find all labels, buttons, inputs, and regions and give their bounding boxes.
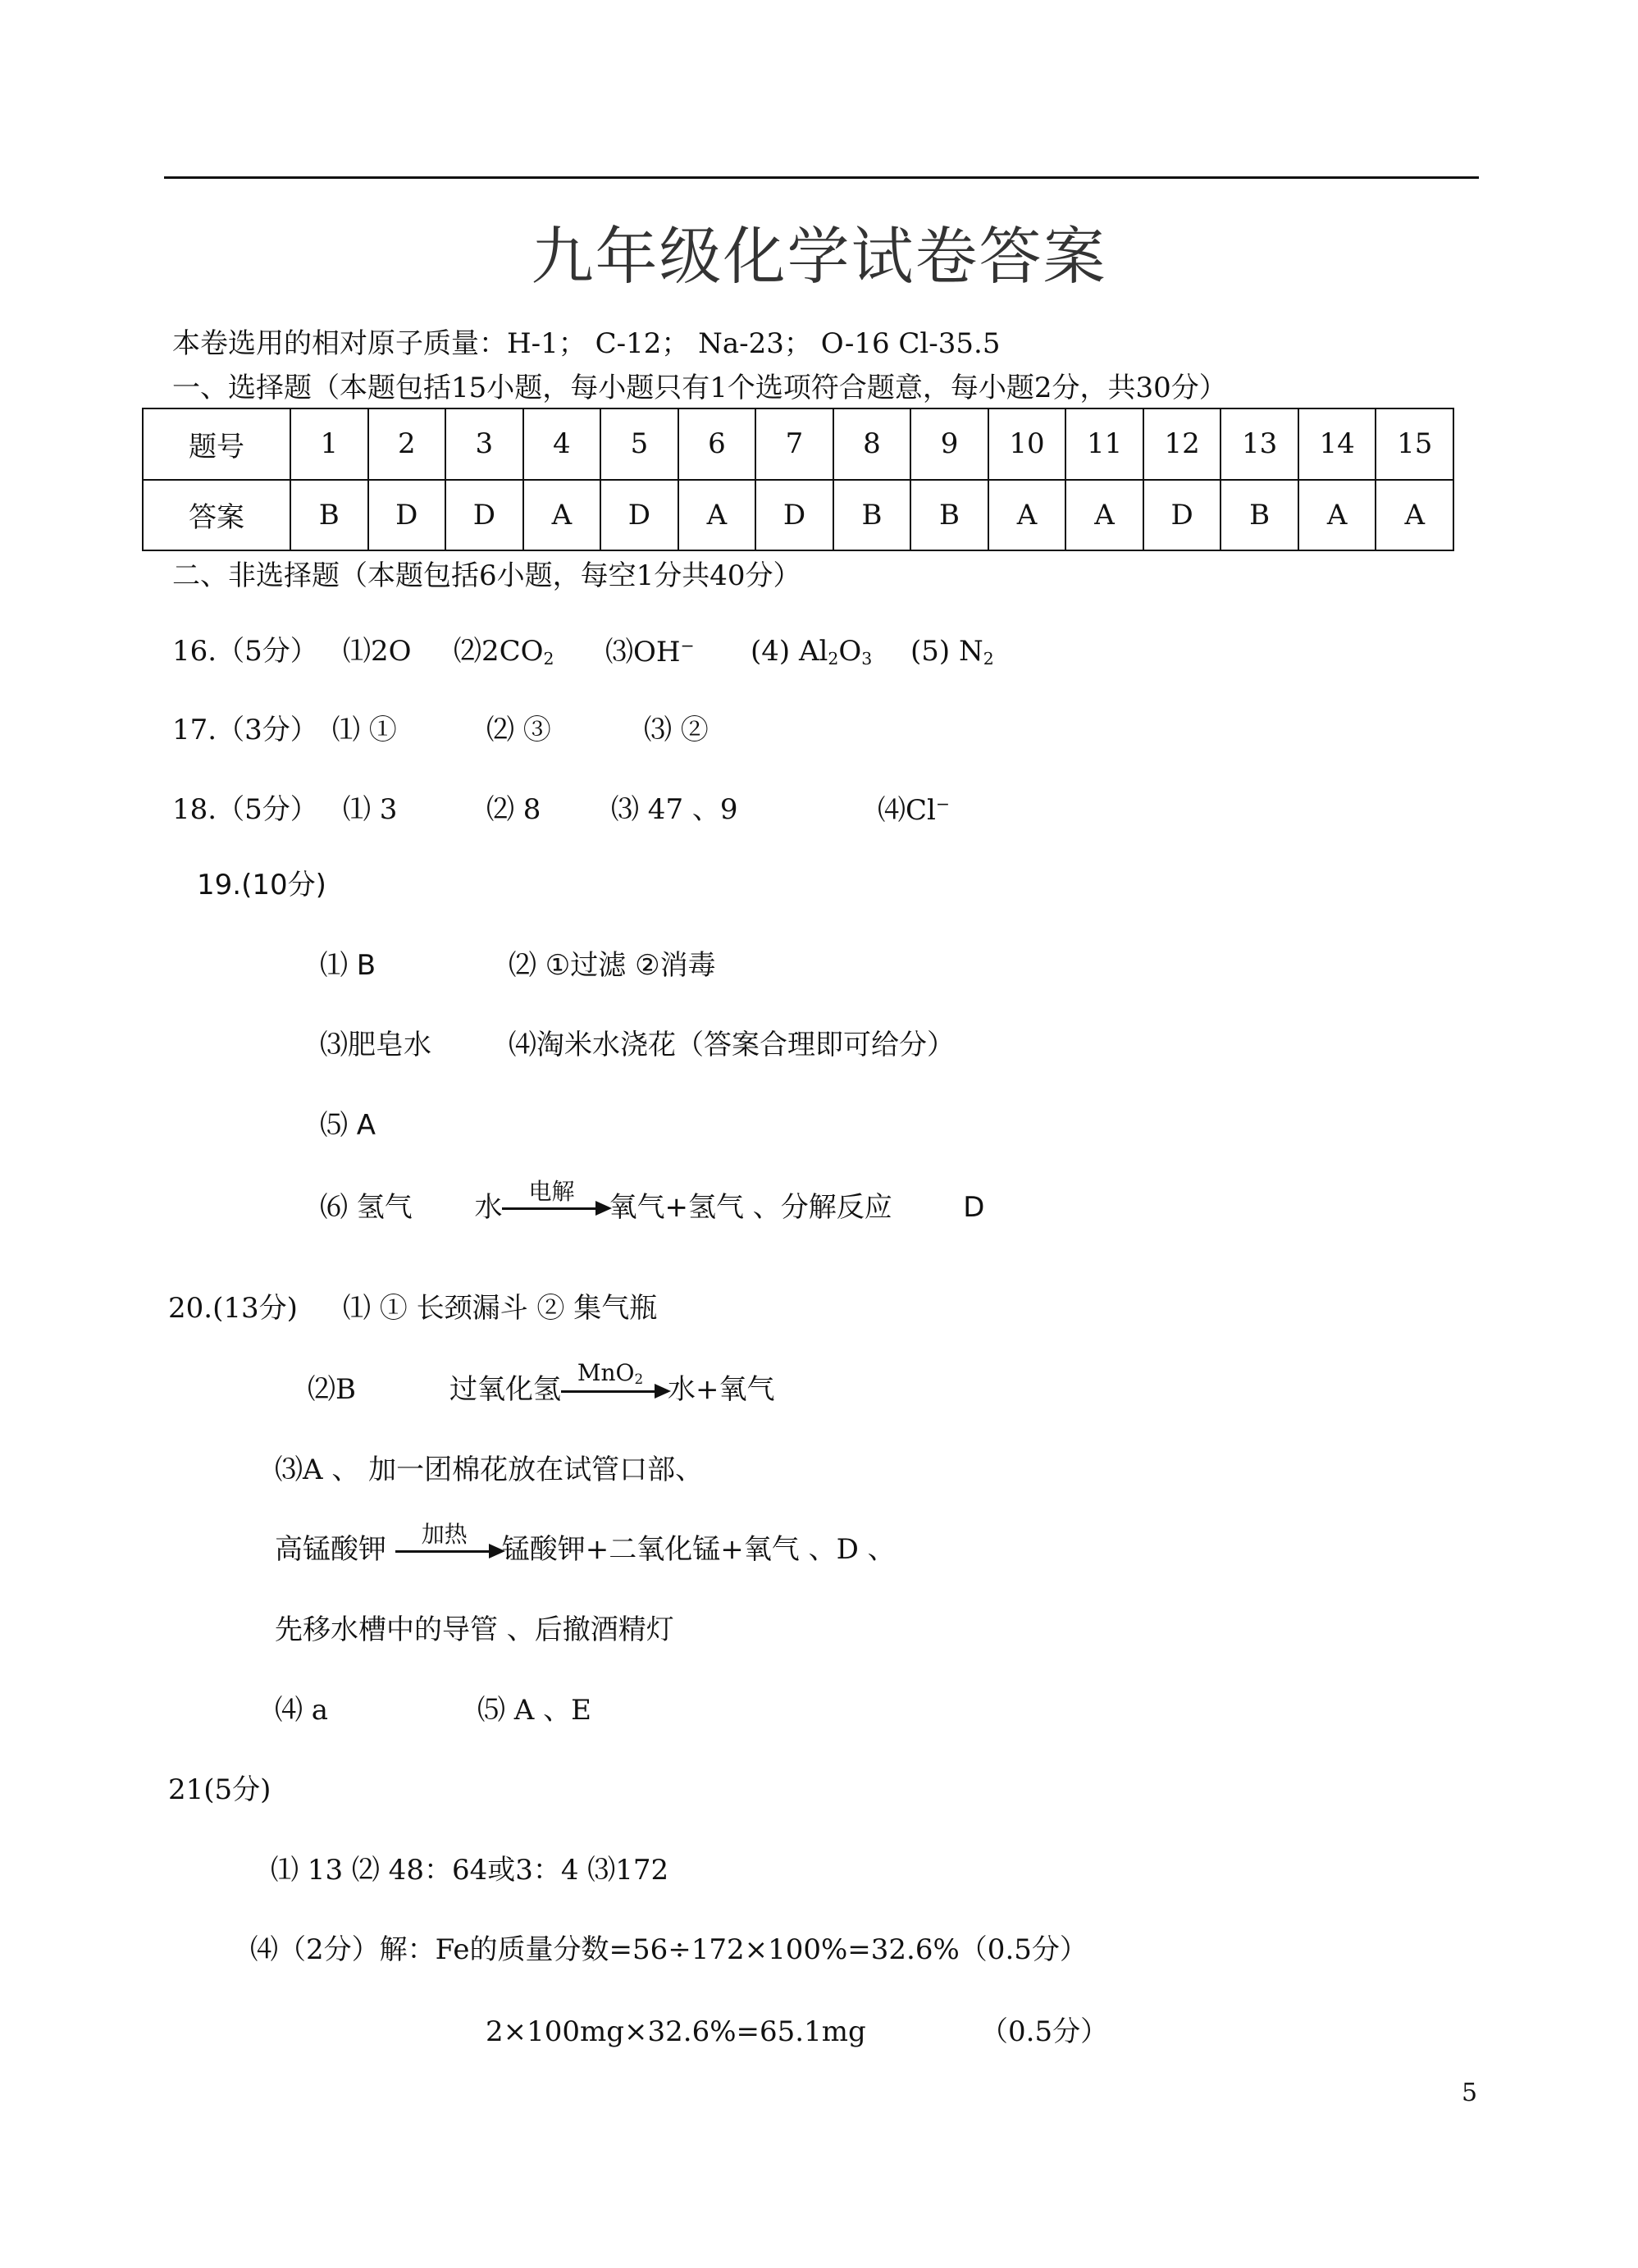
table-cell: A bbox=[1376, 480, 1453, 551]
q18-answer-4: ⑷Cl− bbox=[878, 794, 950, 828]
section-nonchoice-heading: 二、非选择题（本题包括6小题，每空1分共40分） bbox=[172, 559, 801, 592]
table-cell: 9 bbox=[910, 408, 988, 480]
table-cell: 12 bbox=[1143, 408, 1221, 480]
table-cell: A bbox=[988, 480, 1066, 551]
q20-answer-6b: ⑸ A 、E bbox=[477, 1694, 591, 1727]
table-cell: 13 bbox=[1221, 408, 1298, 480]
q17-answer-3: ⑶ ② bbox=[644, 714, 709, 746]
table-cell: D bbox=[368, 480, 446, 551]
table-cell: D bbox=[445, 480, 523, 551]
q20-answer-3: ⑶A 、 加一团棉花放在试管口部、 bbox=[275, 1453, 704, 1486]
q20-answer-6a: ⑷ a bbox=[275, 1694, 329, 1727]
table-cell: 15 bbox=[1376, 408, 1453, 480]
table-cell: D bbox=[600, 480, 678, 551]
table-cell: D bbox=[1143, 480, 1221, 551]
page-title: 九年级化学试卷答案 bbox=[531, 220, 1107, 293]
q16-answer-1: ⑴2O bbox=[343, 635, 412, 668]
table-cell: B bbox=[910, 480, 988, 551]
q21-answer-3: 2×100mg×32.6%=65.1mg bbox=[486, 2015, 866, 2048]
answer-table bbox=[142, 408, 1454, 551]
q17-answer-2: ⑵ ③ bbox=[486, 714, 551, 746]
q19-label: 19.(10分) bbox=[197, 869, 326, 901]
header-rule bbox=[164, 176, 1479, 179]
table-cell: 2 bbox=[368, 408, 446, 480]
section-choice-heading: 一、选择题（本题包括15小题，每小题只有1个选项符合题意，每小题2分，共30分） bbox=[172, 372, 1227, 404]
table-cell: 1 bbox=[290, 408, 368, 480]
reaction-arrow-icon: MnO$_2$ bbox=[561, 1390, 668, 1393]
atomic-mass-note: 本卷选用的相对原子质量：H-1； C-12； Na-23； O-16 Cl-35.5 bbox=[172, 327, 1001, 360]
q16-answer-4: (4) $Al_2O_3$ bbox=[751, 635, 873, 669]
q18-answer-1: ⑴ 3 bbox=[343, 793, 398, 826]
table-cell: 3 bbox=[445, 408, 523, 480]
table-cell: A bbox=[523, 480, 601, 551]
q16-answer-3: ⑶OH− bbox=[605, 636, 695, 669]
q20-answer-1: ⑴ ① 长颈漏斗 ② 集气瓶 bbox=[343, 1292, 658, 1325]
table-row bbox=[143, 408, 1453, 480]
table-cell: A bbox=[678, 480, 756, 551]
table-cell: 4 bbox=[523, 408, 601, 480]
page-number: 5 bbox=[1462, 2079, 1478, 2107]
table-cell: B bbox=[290, 480, 368, 551]
table-cell: 11 bbox=[1065, 408, 1143, 480]
q21-answer-2: ⑷（2分）解：Fe的质量分数=56÷172×100%=32.6%（0.5分） bbox=[250, 1933, 1088, 1966]
q16-answer-5: (5) $N_2$ bbox=[910, 635, 994, 669]
q21-answer-3-score: （0.5分） bbox=[980, 2015, 1109, 2048]
q20-answer-2b: 过氧化氢 MnO$_2$ 水+氧气 bbox=[449, 1358, 775, 1406]
q19-answer-1: ⑴ B bbox=[320, 949, 376, 982]
reaction-arrow-icon: 电解 bbox=[502, 1207, 609, 1210]
q16-answer-2: $⑵2CO_2$ bbox=[454, 635, 554, 669]
q18-answer-3: ⑶ 47 、9 bbox=[611, 793, 738, 826]
table-cell: 7 bbox=[755, 408, 833, 480]
table-cell: B bbox=[833, 480, 911, 551]
table-cell: D bbox=[755, 480, 833, 551]
q20-label: 20.(13分) bbox=[168, 1292, 298, 1325]
q19-answer-5: ⑸ A bbox=[320, 1109, 376, 1142]
table-cell: 6 bbox=[678, 408, 756, 480]
row-label-answer: 答案 bbox=[143, 480, 290, 551]
table-cell: A bbox=[1065, 480, 1143, 551]
table-cell: 8 bbox=[833, 408, 911, 480]
table-cell: B bbox=[1221, 480, 1298, 551]
q21-label: 21(5分) bbox=[168, 1773, 271, 1806]
reaction-arrow-icon: 加热 bbox=[395, 1550, 502, 1553]
table-row bbox=[143, 480, 1453, 551]
table-cell: 14 bbox=[1298, 408, 1376, 480]
q19-answer-6: ⑹ 氢气 水 电解 氧气+氢气 、分解反应 D bbox=[320, 1178, 985, 1224]
q17-label: 17.（3分） bbox=[172, 714, 318, 746]
q19-answer-4: ⑷淘米水浇花（答案合理即可给分） bbox=[509, 1029, 955, 1061]
q18-label: 18.（5分） bbox=[172, 793, 318, 826]
q18-answer-2: ⑵ 8 bbox=[486, 793, 541, 826]
table-cell: 5 bbox=[600, 408, 678, 480]
row-label-number: 题号 bbox=[143, 408, 290, 480]
q16-label: 16.（5分） bbox=[172, 635, 318, 668]
q21-answer-1: ⑴ 13 ⑵ 48：64或3：4 ⑶172 bbox=[271, 1854, 669, 1887]
q20-answer-2a: ⑵B bbox=[308, 1373, 356, 1406]
q17-answer-1: ⑴ ① bbox=[332, 714, 397, 746]
table-cell: A bbox=[1298, 480, 1376, 551]
table-cell: 10 bbox=[988, 408, 1066, 480]
q20-answer-5: 先移水槽中的导管 、后撤酒精灯 bbox=[275, 1613, 674, 1646]
q19-answer-3: ⑶肥皂水 bbox=[320, 1029, 431, 1061]
q19-answer-2: ⑵ ①过滤 ②消毒 bbox=[509, 949, 716, 982]
q20-answer-4: 高锰酸钾 加热 锰酸钾+二氧化锰+氧气 、D 、 bbox=[275, 1520, 896, 1566]
